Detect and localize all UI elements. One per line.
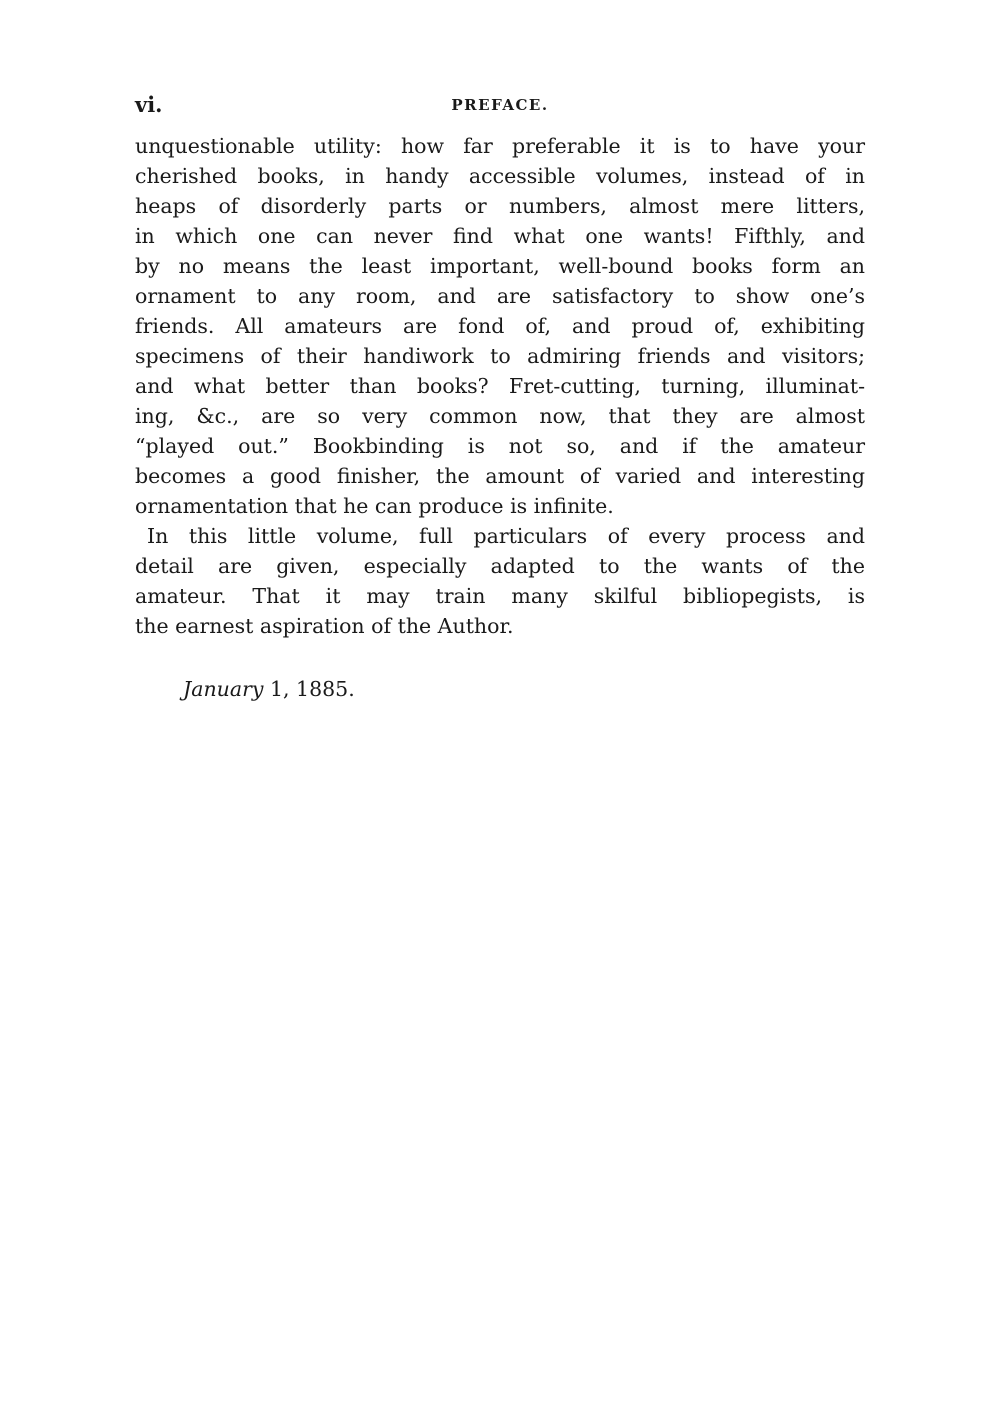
- text-line: friends. All amateurs are fond of, and proud of, exhibiting: [135, 314, 865, 338]
- text-line: In this little volume, full particulars of every process and: [147, 524, 865, 548]
- running-title: PREFACE.: [451, 96, 549, 114]
- text-line: “played out.” Bookbinding is not so, and if the amateur: [135, 434, 865, 458]
- text-line: ornament to any room, and are satisfactory to show one’s: [135, 284, 865, 308]
- text-line: by no means the least important, well-bound books form an: [135, 254, 865, 278]
- text-line: heaps of disorderly parts or numbers, almost mere litters,: [135, 194, 865, 218]
- text-line: in which one can never find what one wants! Fifthly, and: [135, 224, 865, 248]
- text-line: cherished books, in handy accessible volumes, instead of in: [135, 164, 865, 188]
- dateline-rest: 1, 1885.: [263, 677, 355, 701]
- paragraph-1: [135, 131, 865, 521]
- running-head: [135, 92, 865, 120]
- text-line: ing, &c., are so very common now, that they are almost: [135, 404, 865, 428]
- text-line: the earnest aspiration of the Author.: [135, 614, 514, 638]
- text-line: unquestionable utility: how far preferable it is to have your: [135, 134, 865, 158]
- page-number: vi.: [135, 92, 163, 117]
- paragraph-2: [135, 521, 865, 641]
- text-line: ornamentation that he can produce is infinite.: [135, 494, 614, 518]
- text-line: and what better than books? Fret-cutting, turning, illuminat-: [135, 374, 865, 398]
- dateline-month: January: [183, 677, 264, 701]
- text-line: amateur. That it may train many skilful bibliopegists, is: [135, 584, 865, 608]
- preface-body: [135, 131, 865, 641]
- text-line: detail are given, especially adapted to the wants of the: [135, 554, 865, 578]
- text-line: becomes a good finisher, the amount of varied and interesting: [135, 464, 865, 488]
- text-line: specimens of their handiwork to admiring friends and visitors;: [135, 344, 865, 368]
- dateline: [183, 677, 355, 701]
